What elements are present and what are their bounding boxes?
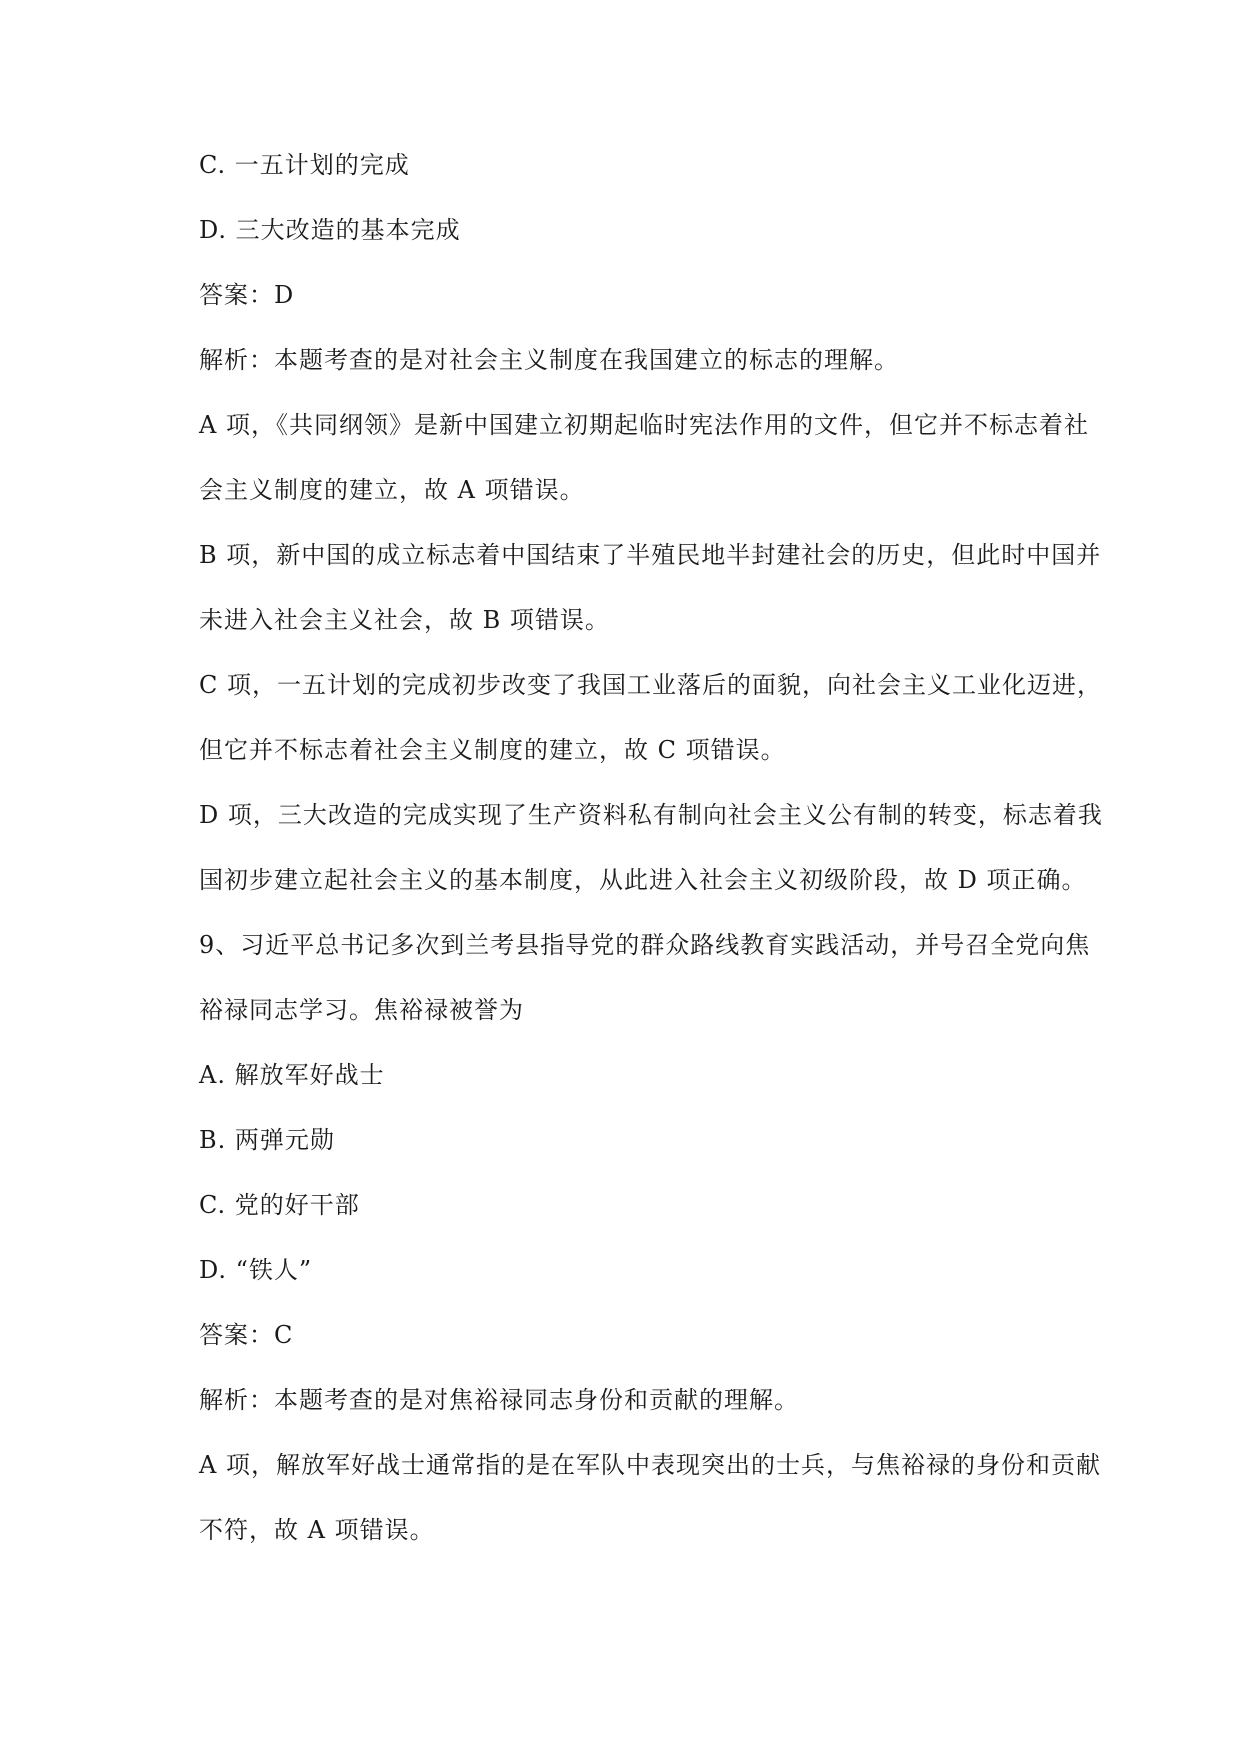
analysis-c-line-1: C 项，一五计划的完成初步改变了我国工业落后的面貌，向社会主义工业化迈进， xyxy=(199,671,1102,699)
option-c-line: C. 一五计划的完成 xyxy=(199,151,410,179)
analysis-c-line-2: 但它并不标志着社会主义制度的建立，故 C 项错误。 xyxy=(199,736,786,764)
analysis-a-line-1: A 项，《共同纲领》是新中国建立初期起临时宪法作用的文件，但它并不标志着社 xyxy=(199,411,1089,439)
analysis-line: 解析：本题考查的是对社会主义制度在我国建立的标志的理解。 xyxy=(199,346,899,374)
question-9-line-2: 裕禄同志学习。焦裕禄被誉为 xyxy=(199,996,524,1024)
analysis-line: 解析：本题考查的是对焦裕禄同志身份和贡献的理解。 xyxy=(199,1386,799,1414)
option-d-line: D. “铁人” xyxy=(199,1256,313,1284)
analysis-d-line-2: 国初步建立起社会主义的基本制度，从此进入社会主义初级阶段，故 D 项正确。 xyxy=(199,866,1087,894)
analysis-b-line-1: B 项，新中国的成立标志着中国结束了半殖民地半封建社会的历史，但此时中国并 xyxy=(199,541,1102,569)
option-b-line: B. 两弹元勋 xyxy=(199,1126,335,1154)
analysis-b-line-2: 未进入社会主义社会，故 B 项错误。 xyxy=(199,606,610,634)
analysis-d-line-1: D 项，三大改造的完成实现了生产资料私有制向社会主义公有制的转变，标志着我 xyxy=(199,801,1103,829)
option-d-line: D. 三大改造的基本完成 xyxy=(199,216,461,244)
option-a-line: A. 解放军好战士 xyxy=(199,1061,385,1089)
analysis-a-line-1: A 项，解放军好战士通常指的是在军队中表现突出的士兵，与焦裕禄的身份和贡献 xyxy=(199,1451,1101,1479)
question-9-line-1: 9、习近平总书记多次到兰考县指导党的群众路线教育实践活动，并号召全党向焦 xyxy=(199,931,1091,959)
option-c-line: C. 党的好干部 xyxy=(199,1191,360,1219)
answer-line: 答案：C xyxy=(199,1321,294,1349)
analysis-a-line-2: 会主义制度的建立，故 A 项错误。 xyxy=(199,476,585,504)
answer-line: 答案：D xyxy=(199,281,295,309)
analysis-a-line-2: 不符，故 A 项错误。 xyxy=(199,1516,435,1544)
